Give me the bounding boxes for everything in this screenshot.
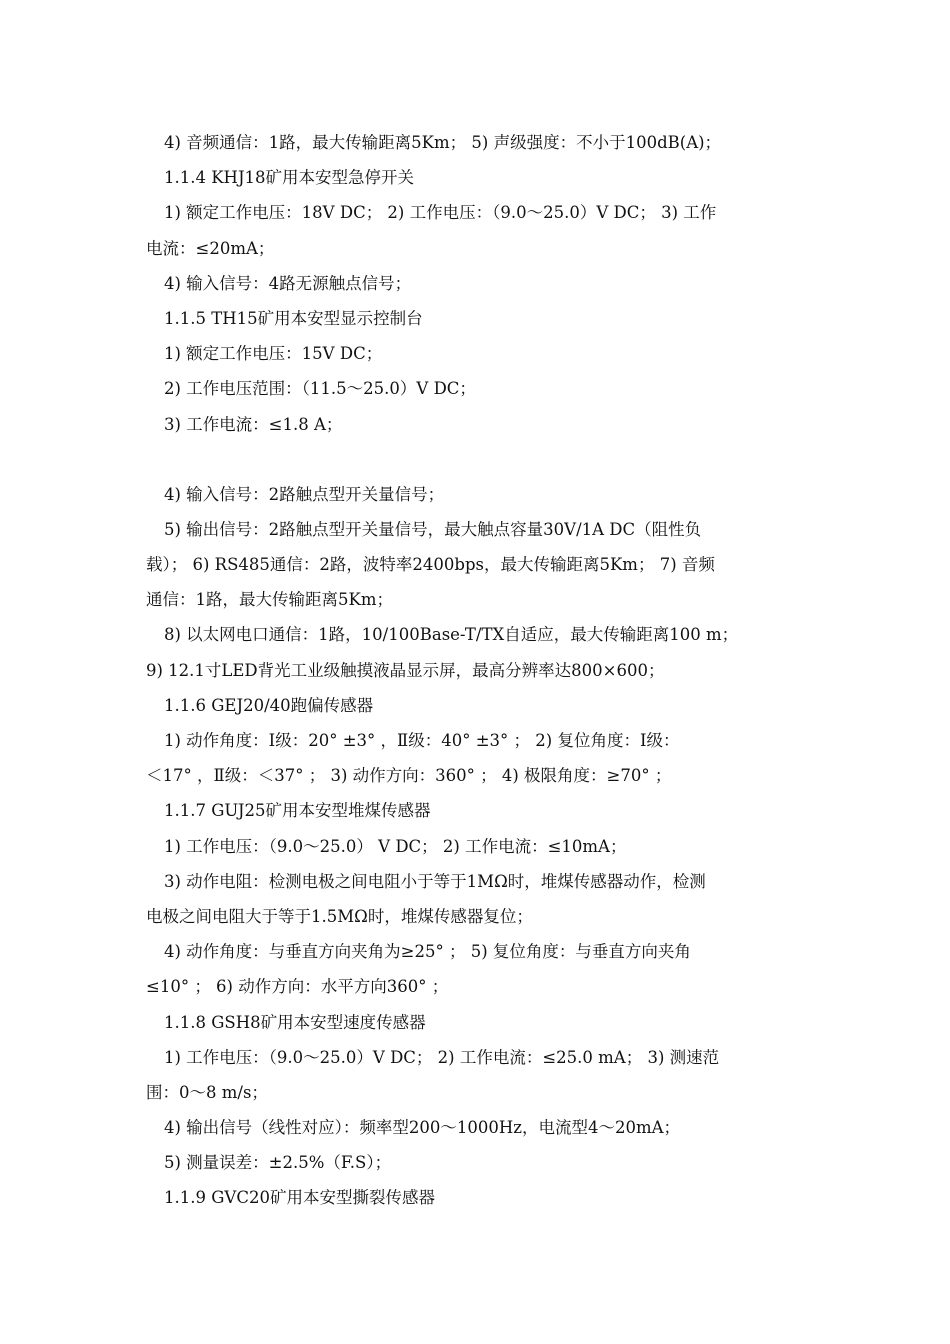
text-line: 5) 输出信号：2路触点型开关量信号，最大触点容量30V/1A DC（阻性负	[164, 519, 702, 539]
text-line: 1) 额定工作电压：18V DC； 2) 工作电压：（9.0～25.0）V DC； 3) 工作	[164, 203, 717, 223]
text-line: 1) 工作电压：（9.0～25.0）V DC； 2) 工作电流：≤25.0 mA； 3) 测速范	[164, 1047, 720, 1067]
text-line: 电极之间电阻大于等于1.5MΩ时，堆煤传感器复位；	[146, 906, 533, 926]
text-line: 1) 额定工作电压：15V DC；	[164, 344, 383, 364]
text-line: 4) 输出信号（线性对应）：频率型200～1000Hz，电流型4～20mA；	[164, 1118, 681, 1138]
text-line: 围：0～8 m/s；	[146, 1082, 268, 1102]
text-line: 4) 动作角度：与垂直方向夹角为≥25° ； 5) 复位角度：与垂直方向夹角	[164, 942, 691, 962]
text-line: 3) 工作电流：≤1.8 A；	[164, 414, 343, 434]
blank-line	[146, 442, 810, 477]
document-body	[146, 125, 810, 1216]
section-heading: 1.1.6 GEJ20/40跑偏传感器	[164, 695, 374, 715]
text-line: 通信：1路，最大传输距离5Km；	[146, 590, 393, 610]
text-line: 9) 12.1寸LED背光工业级触摸液晶显示屏，最高分辨率达800×600；	[146, 660, 665, 680]
section-heading: 1.1.5 TH15矿用本安型显示控制台	[164, 308, 423, 328]
text-line: 5) 测量误差：±2.5%（F.S）；	[164, 1153, 392, 1173]
text-line: 3) 动作电阻：检测电极之间电阻小于等于1MΩ时，堆煤传感器动作，检测	[164, 871, 706, 891]
section-heading: 1.1.9 GVC20矿用本安型撕裂传感器	[164, 1188, 435, 1208]
text-line: ≤10° ； 6) 动作方向：水平方向360° ；	[146, 977, 449, 997]
text-line: 4) 输入信号：4路无源触点信号；	[164, 273, 412, 293]
text-line: 2) 工作电压范围：（11.5～25.0）V DC；	[164, 379, 476, 399]
text-line: 4) 音频通信：1路，最大传输距离5Km； 5) 声级强度：不小于100dB(A)；	[164, 133, 722, 152]
section-heading: 1.1.4 KHJ18矿用本安型急停开关	[164, 168, 415, 188]
text-line: 8) 以太网电口通信：1路，10/100Base-T/TX自适应，最大传输距离100 m；	[164, 625, 739, 645]
section-heading: 1.1.7 GUJ25矿用本安型堆煤传感器	[164, 801, 431, 821]
text-line: 1) 工作电压：（9.0～25.0） V DC； 2) 工作电流：≤10mA；	[164, 836, 627, 856]
text-line: 电流：≤20mA；	[146, 238, 275, 258]
text-line: ＜17° ，Ⅱ级：＜37° ； 3) 动作方向：360° ； 4) 极限角度：≥70° ；	[146, 766, 672, 786]
text-line: 载）； 6) RS485通信：2路，波特率2400bps，最大传输距离5Km； 7) 音频	[146, 555, 715, 575]
text-line: 4) 输入信号：2路触点型开关量信号；	[164, 484, 445, 504]
text-line: 1) 动作角度：Ⅰ级：20° ±3° ，Ⅱ级：40° ±3° ； 2) 复位角度：Ⅰ级：	[164, 731, 680, 750]
section-heading: 1.1.8 GSH8矿用本安型速度传感器	[164, 1012, 426, 1032]
